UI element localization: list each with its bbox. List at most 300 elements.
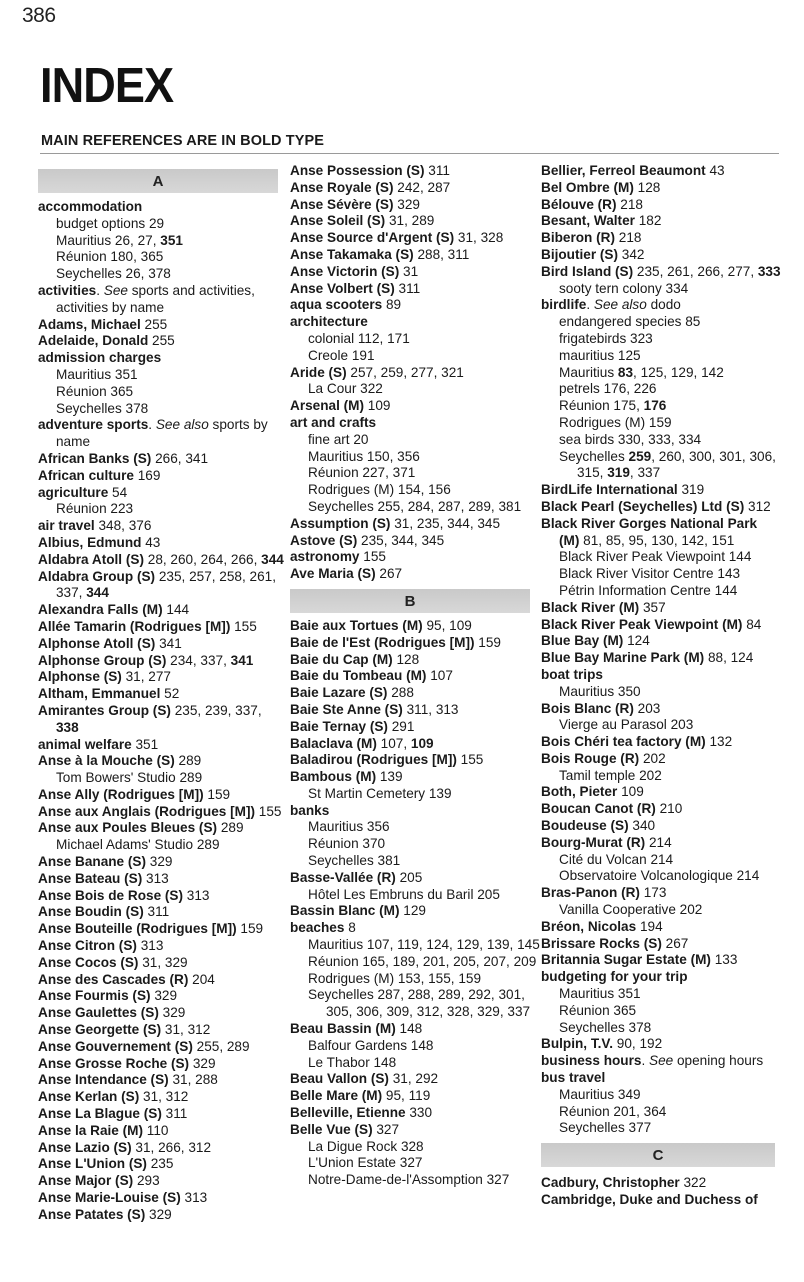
page-references: La Digue Rock 328 (308, 1138, 424, 1154)
page-references: 90, 192 (613, 1036, 663, 1052)
index-subentry (541, 398, 781, 415)
index-subentry (290, 465, 540, 482)
entry-term: Adelaide, Donald (38, 333, 149, 349)
index-entry (541, 264, 781, 281)
entry-term: Baie aux Tortues (M) (290, 617, 423, 633)
index-entry (541, 784, 781, 801)
page-references: 210 (655, 801, 683, 817)
page-references: dodo (646, 297, 681, 313)
page-references: 293 (133, 1173, 160, 1189)
page-references: 81, 85, 95, 130, 142, 151 (579, 532, 735, 548)
index-entry (290, 1071, 540, 1088)
page-references: Mauritius 351 (56, 366, 138, 382)
index-entry (38, 972, 284, 989)
entry-term: Aldabra Group (S) (38, 568, 156, 584)
entry-term: Anse Bois de Rose (S) (38, 887, 184, 903)
entry-term: Anse la Raie (M) (38, 1122, 143, 1138)
index-entry (290, 635, 540, 652)
page-references: 194 (636, 918, 663, 934)
index-entry (290, 281, 540, 298)
entry-term: Biberon (R) (541, 230, 616, 246)
page-references: Creole 191 (308, 347, 375, 363)
index-entry (38, 552, 284, 569)
main-reference: 344 (86, 585, 109, 601)
page-references: 155 (456, 752, 484, 768)
index-subentry (541, 768, 781, 785)
index-entry (38, 569, 284, 603)
page-references: Vanilla Cooperative 202 (559, 902, 703, 918)
entry-term: aqua scooters (290, 297, 383, 313)
page-references: 109 (364, 398, 391, 414)
entry-term: Bois Chéri tea factory (M) (541, 734, 706, 750)
page-references: sports by name (56, 417, 268, 450)
page-references: 329 (393, 196, 420, 212)
index-entry (38, 636, 284, 653)
entry-term: Anse Lazio (S) (38, 1139, 132, 1155)
index-subentry (290, 1139, 540, 1156)
page-references: Seychelles 378 (559, 1019, 652, 1035)
entry-term: Anse Volbert (S) (290, 280, 395, 296)
page-references: 159 (474, 634, 501, 650)
page-references: mauritius 125 (559, 347, 641, 363)
entry-term: Baie de l'Est (Rodrigues [M]) (290, 634, 475, 650)
page-references: 107 (426, 668, 453, 684)
page-references: L'Union Estate 327 (308, 1155, 423, 1171)
entry-term: Anse Possession (S) (290, 163, 425, 178)
index-entry (290, 870, 540, 887)
page-references: 311 (143, 904, 170, 920)
entry-term: adventure sports (38, 417, 149, 433)
page-references: 31, 328 (454, 230, 504, 246)
entry-term: Baie Ste Anne (S) (290, 701, 403, 717)
index-entry (541, 617, 781, 634)
index-subentry (290, 853, 540, 870)
index-subentry (290, 1172, 540, 1189)
index-entry (38, 938, 284, 955)
index-subentry (541, 717, 781, 734)
entry-term: budgeting for your trip (541, 969, 688, 985)
page-references: Réunion 365 (559, 1002, 637, 1018)
index-entry (38, 921, 284, 938)
entry-term: Boudeuse (S) (541, 818, 629, 834)
entry-term: Anse Soleil (S) (290, 213, 386, 229)
index-entry (541, 197, 781, 214)
index-subentry (290, 836, 540, 853)
page-references: 218 (616, 196, 643, 212)
index-entry (290, 903, 540, 920)
index-entry (38, 804, 284, 821)
index-entry (290, 736, 540, 753)
page-references: Observatoire Volcanologique 214 (559, 868, 760, 884)
index-entry (541, 297, 781, 314)
entry-term: Belleville, Etienne (290, 1105, 406, 1121)
entry-term: Beau Vallon (S) (290, 1071, 389, 1087)
entry-term: Cadbury, Christopher (541, 1175, 680, 1191)
cross-reference-label: See also (593, 297, 647, 313)
entry-term: agriculture (38, 484, 109, 500)
index-entry (38, 1207, 284, 1224)
index-entry (38, 888, 284, 905)
index-entry (38, 955, 284, 972)
page-references: Réunion 201, 364 (559, 1103, 667, 1119)
entry-term: Blue Bay (M) (541, 633, 624, 649)
index-entry (38, 1140, 284, 1157)
index-subentry (541, 314, 781, 331)
entry-term: Anse Bateau (S) (38, 870, 143, 886)
index-subentry (38, 367, 284, 384)
index-column-3 (541, 163, 781, 1209)
entry-term: business hours (541, 1053, 642, 1069)
index-subentry (541, 415, 781, 432)
page-references: 255 (148, 333, 175, 349)
index-subentry (38, 233, 284, 250)
page-references: Mauritius 26, 27, (56, 232, 161, 248)
page-references: 341 (155, 635, 182, 651)
page-references: Seychelles 287, 288, 289, 292, 301, 305, 306, 309, 312, 328, 329, 337 (308, 987, 531, 1020)
page-references: Notre-Dame-de-l'Assomption 327 (308, 1172, 510, 1188)
entry-term: Bird Island (S) (541, 263, 634, 279)
page-references: 313 (180, 1190, 208, 1206)
entry-term: Alphonse Atoll (S) (38, 635, 156, 651)
index-subentry (541, 583, 781, 600)
index-subentry (541, 331, 781, 348)
index-entry (290, 1088, 540, 1105)
page-references: 311, 313 (402, 701, 459, 717)
entry-term: Bourg-Murat (R) (541, 834, 646, 850)
entry-term: Alphonse Group (S) (38, 652, 167, 668)
index-subentry (290, 348, 540, 365)
index-entry (290, 197, 540, 214)
entry-term: Anse L'Union (S) (38, 1156, 147, 1172)
index-entry (38, 333, 284, 350)
page-references: Hôtel Les Embruns du Baril 205 (308, 886, 500, 902)
entry-term: Anse Grosse Roche (S) (38, 1055, 190, 1071)
main-reference: 344 (261, 551, 284, 567)
page-references: budget options 29 (56, 215, 165, 231)
page-references: Tom Bowers' Studio 289 (56, 770, 203, 786)
page-references: . (641, 1053, 650, 1069)
page-references: Balfour Gardens 148 (308, 1037, 434, 1053)
index-entry (38, 1022, 284, 1039)
index-entry (38, 350, 284, 367)
index-entry (38, 1005, 284, 1022)
page-references: 329 (189, 1055, 216, 1071)
index-entry (38, 485, 284, 502)
main-reference: 109 (410, 735, 434, 751)
index-entry (38, 703, 284, 737)
index-entry (290, 163, 540, 180)
page-references: Réunion 365 (56, 383, 134, 399)
entry-term: Anse à la Mouche (S) (38, 753, 175, 769)
page-references: Réunion 175, (559, 398, 644, 414)
index-subentry (541, 1087, 781, 1104)
index-subentry (290, 887, 540, 904)
page-references: 357 (639, 599, 666, 615)
page-references: 342 (618, 246, 645, 262)
page-references: 255 (140, 316, 168, 332)
entry-term: Astove (S) (290, 532, 358, 548)
index-subentry (541, 1003, 781, 1020)
entry-term: Baladirou (Rodrigues [M]) (290, 752, 457, 768)
entry-term: art and crafts (290, 414, 377, 430)
page-references: 288 (387, 685, 414, 701)
entry-term: architecture (290, 314, 368, 330)
page-references: 31, 329 (138, 954, 188, 970)
index-entry (541, 482, 781, 499)
page-references: 235 (146, 1156, 174, 1172)
page-references: 327 (372, 1121, 400, 1137)
page-references: , 337 (629, 465, 661, 481)
page-references: Pétrin Information Centre 144 (559, 582, 738, 598)
page-references: 205 (395, 869, 423, 885)
page-references: sea birds 330, 333, 334 (559, 431, 702, 447)
page-references: 267 (661, 935, 689, 951)
index-subentry (541, 902, 781, 919)
index-subentry (541, 348, 781, 365)
entry-term: animal welfare (38, 736, 132, 752)
entry-term: Black Pearl (Seychelles) Ltd (S) (541, 498, 745, 514)
entry-term: Belle Mare (M) (290, 1088, 383, 1104)
index-subentry (541, 1104, 781, 1121)
entry-term: Bel Ombre (M) (541, 179, 634, 195)
index-entry (541, 230, 781, 247)
index-entry (290, 533, 540, 550)
entry-term: Anse Sévère (S) (290, 196, 394, 212)
page-references: 218 (615, 230, 642, 246)
entry-term: Blue Bay Marine Park (M) (541, 650, 705, 666)
entry-term: Anse des Cascades (R) (38, 971, 189, 987)
page-references: 139 (376, 769, 403, 785)
entry-term: Bélouve (R) (541, 196, 617, 212)
index-subentry (541, 365, 781, 382)
page-references: 43 (705, 163, 725, 178)
index-entry (541, 734, 781, 751)
entry-term: Beau Bassin (M) (290, 1021, 396, 1037)
index-subentry (38, 501, 284, 518)
page-references: 155 (359, 549, 386, 565)
index-entry (38, 417, 284, 451)
main-reference: 341 (230, 652, 254, 668)
index-entry (38, 199, 284, 216)
page-references: 266, 341 (151, 450, 209, 466)
index-subentry (290, 971, 540, 988)
entry-term: Basse-Vallée (R) (290, 869, 396, 885)
entry-term: Aldabra Atoll (S) (38, 551, 144, 567)
page-references: Seychelles 377 (559, 1120, 652, 1136)
page-references: Vierge au Parasol 203 (559, 717, 694, 733)
entry-term: Anse Takamaka (S) (290, 246, 414, 262)
index-entry (38, 1123, 284, 1140)
page-references: 348, 376 (94, 518, 152, 534)
page-references: Mauritius 349 (559, 1086, 641, 1102)
page-references: 291 (387, 718, 415, 734)
page-references: Le Thabor 148 (308, 1054, 397, 1070)
page-references: 128 (633, 179, 661, 195)
page-references: sooty tern colony 334 (559, 280, 689, 296)
index-entry (290, 247, 540, 264)
index-entry (541, 247, 781, 264)
entry-term: Balaclava (M) (290, 735, 377, 751)
index-entry (290, 668, 540, 685)
index-entry (541, 600, 781, 617)
page-references: opening hours (673, 1053, 764, 1069)
main-reference: 259 (628, 448, 652, 464)
page-references: . (586, 297, 594, 313)
page-references: 329 (150, 988, 178, 1004)
entry-term: Cambridge, Duke and Duchess of (541, 1192, 758, 1208)
page-references: Seychelles (559, 448, 629, 464)
page-references: frigatebirds 323 (559, 330, 653, 346)
entry-term: birdlife (541, 297, 587, 313)
index-entry (541, 701, 781, 718)
index-entry (38, 451, 284, 468)
page-references: 322 (679, 1175, 707, 1191)
index-entry (541, 1175, 781, 1192)
entry-term: Black River Peak Viewpoint (M) (541, 616, 743, 632)
page-references: 31, 288 (168, 1072, 218, 1088)
index-entry (38, 1039, 284, 1056)
index-subentry (38, 216, 284, 233)
page-references: 54 (108, 484, 128, 500)
letter-heading-b: B (290, 589, 530, 613)
page-references: 124 (623, 633, 650, 649)
page-references: sports and activities, activities by name (56, 282, 255, 315)
entry-term: Brissare Rocks (S) (541, 935, 662, 951)
page-references: 313 (136, 938, 164, 954)
page-references: 159 (236, 921, 264, 937)
index-subentry (541, 549, 781, 566)
index-entry (290, 920, 540, 937)
index-entry (541, 650, 781, 667)
entry-term: Anse Marie-Louise (S) (38, 1190, 181, 1206)
index-entry (541, 801, 781, 818)
page-references: 31 (399, 263, 419, 279)
page-references: 351 (131, 736, 159, 752)
page-references: , 125, 129, 142 (633, 364, 724, 380)
letter-heading-a: A (38, 169, 278, 193)
page-references: 319 (677, 482, 705, 498)
index-entry (541, 163, 781, 180)
entry-term: Assumption (S) (290, 515, 391, 531)
page-references: Seychelles 26, 378 (56, 266, 171, 282)
index-subentry (38, 266, 284, 283)
index-subentry (38, 384, 284, 401)
page-references: 312 (744, 498, 771, 514)
entry-term: Besant, Walter (541, 213, 635, 229)
index-entry (290, 415, 540, 432)
entry-term: Anse Fourmis (S) (38, 988, 151, 1004)
entry-term: Bassin Blanc (M) (290, 903, 400, 919)
index-subentry (290, 987, 540, 1021)
page-references: 110 (143, 1122, 169, 1138)
entry-term: beaches (290, 920, 345, 936)
entry-term: Altham, Emmanuel (38, 686, 161, 702)
index-entry (38, 1072, 284, 1089)
page-references: petrels 176, 226 (559, 381, 657, 397)
page-references: 148 (395, 1021, 423, 1037)
index-entry (290, 1021, 540, 1038)
index-entry (541, 751, 781, 768)
entry-term: Belle Vue (S) (290, 1121, 373, 1137)
entry-term: Anse Citron (S) (38, 938, 137, 954)
index-entry (541, 936, 781, 953)
page-references: endangered species 85 (559, 314, 701, 330)
index-subentry (541, 868, 781, 885)
page-references: Rodrigues (M) 153, 155, 159 (308, 970, 482, 986)
entry-term: banks (290, 802, 330, 818)
index-entry (38, 737, 284, 754)
entry-term: Anse Victorin (S) (290, 263, 400, 279)
index-subentry (541, 852, 781, 869)
page-references: 95, 109 (422, 617, 472, 633)
entry-term: Bréon, Nicolas (541, 918, 637, 934)
page-references: Cité du Volcan 214 (559, 851, 674, 867)
index-subentry (38, 401, 284, 418)
entry-term: Aride (S) (290, 364, 347, 380)
entry-term: Alexandra Falls (M) (38, 602, 163, 618)
page-references: 311 (394, 280, 421, 296)
page-references: 28, 260, 264, 266, (143, 551, 262, 567)
index-subentry (290, 1055, 540, 1072)
page-references: Mauritius 350 (559, 683, 641, 699)
entry-term: Anse Patates (S) (38, 1206, 146, 1222)
index-subentry (541, 381, 781, 398)
page-references: 203 (633, 700, 661, 716)
entry-term: Baie Lazare (S) (290, 685, 388, 701)
entry-term: Baie du Cap (M) (290, 651, 393, 667)
entry-term: activities (38, 282, 97, 298)
index-subentry (290, 449, 540, 466)
index-subentry (290, 432, 540, 449)
index-entry (290, 1122, 540, 1139)
entry-term: Anse aux Anglais (Rodrigues [M]) (38, 803, 256, 819)
index-entry (38, 1156, 284, 1173)
index-entry (290, 230, 540, 247)
page-references: 107, (376, 735, 411, 751)
index-entry (38, 988, 284, 1005)
main-reference: 351 (160, 232, 183, 248)
index-entry (38, 871, 284, 888)
index-subentry (290, 937, 540, 954)
index-entry (38, 669, 284, 686)
page-references: 235, 344, 345 (357, 532, 445, 548)
index-entry (541, 885, 781, 902)
index-entry (290, 719, 540, 736)
entry-term: African Banks (S) (38, 450, 152, 466)
main-reference: 176 (643, 398, 667, 414)
index-entry (38, 1173, 284, 1190)
page-references: Mauritius 107, 119, 124, 129, 139, 145 (308, 937, 540, 953)
index-subentry (290, 1155, 540, 1172)
entry-term: Ave Maria (S) (290, 566, 376, 582)
index-subheading: MAIN REFERENCES ARE IN BOLD TYPE (41, 133, 325, 149)
page-references: 330 (405, 1105, 433, 1121)
index-entry (38, 653, 284, 670)
page-references: 329 (158, 1005, 186, 1021)
page-references: 31, 312 (139, 1089, 189, 1105)
page-references: 182 (634, 213, 662, 229)
page-references: 159 (203, 786, 231, 802)
index-entry (541, 835, 781, 852)
entry-term: Bois Blanc (R) (541, 700, 634, 716)
page-references: 31, 266, 312 (131, 1139, 212, 1155)
index-subentry (290, 331, 540, 348)
main-reference: 83 (617, 364, 634, 380)
page-references: . (96, 282, 104, 298)
entry-term: Anse Major (S) (38, 1173, 134, 1189)
index-subentry (290, 819, 540, 836)
index-subentry (541, 432, 781, 449)
